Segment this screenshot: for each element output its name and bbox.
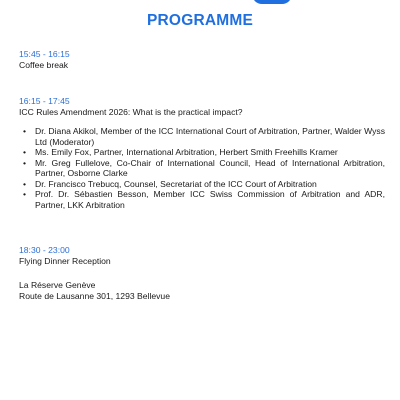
speaker-item: • Mr. Greg Fullelove, Co-Chair of International Council, Head of International Arbitration, Partner, Osborne Clarke [19,158,385,179]
venue-block [19,280,385,302]
speaker-item: • Dr. Diana Akikol, Member of the ICC International Court of Arbitration, Partner, Walder Wyss Ltd (Moderator) [19,126,385,147]
speaker-item: • Prof. Dr. Sébastien Besson, Member ICC Swiss Commission of Arbitration and ADR, Partner, LKK Arbitration [19,189,385,210]
speaker-list [19,126,385,210]
speaker-item: • Ms. Emily Fox, Partner, International Arbitration, Herbert Smith Freehills Kramer [19,147,385,158]
session-title: Flying Dinner Reception [19,256,111,266]
venue-address: Route de Lausanne 301, 1293 Bellevue [19,291,170,301]
session-time: 18:30 - 23:00 [19,245,70,255]
session-time: 15:45 - 16:15 [19,49,70,59]
session-title: Coffee break [19,60,69,70]
session-coffee-break [19,49,385,71]
session-time: 16:15 - 17:45 [19,96,70,106]
venue-name: La Réserve Genève [19,280,96,290]
session-title: ICC Rules Amendment 2026: What is the practical impact? [19,107,243,117]
page-title: PROGRAMME [147,12,253,29]
decorative-arc [252,0,292,4]
speaker-item: • Dr. Francisco Trebucq, Counsel, Secretariat of the ICC Court of Arbitration [19,179,385,190]
session-dinner [19,245,385,267]
session-panel [19,96,385,210]
